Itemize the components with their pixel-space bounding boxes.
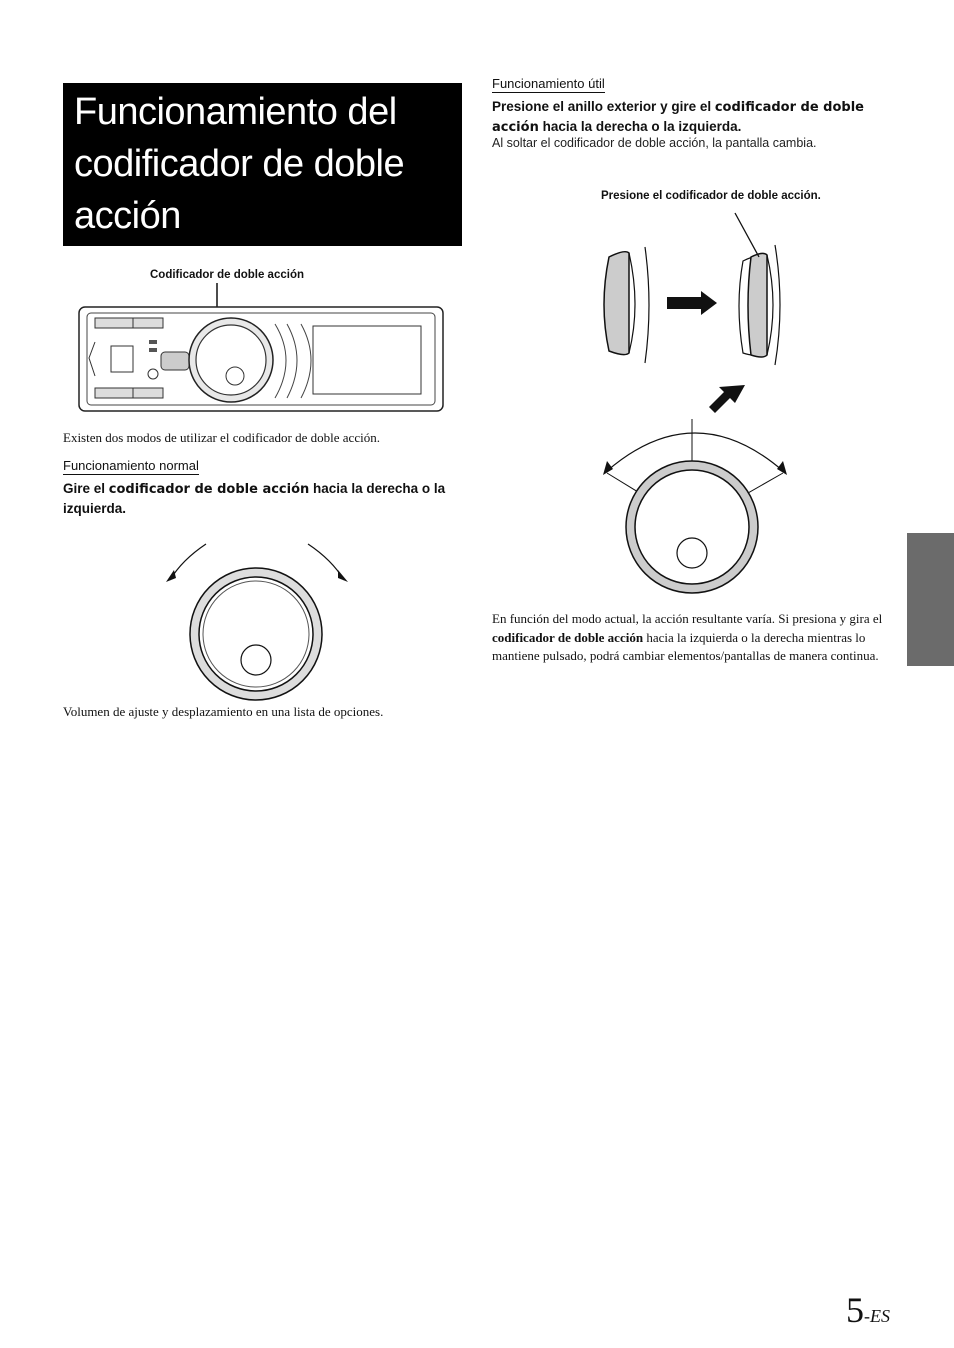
section-tab	[907, 533, 954, 666]
normal-instruction: Gire el codificador de doble acción hacia la derecha o la izquierda.	[63, 481, 446, 516]
page-number: 5-ES	[846, 1290, 890, 1330]
normal-caption: Volumen de ajuste y desplazamiento en una lista de opciones.	[63, 704, 384, 719]
page-title: Funcionamiento del codificador de doble acción	[74, 91, 405, 237]
press-rotate-diagram	[595, 205, 795, 600]
title-block	[63, 83, 462, 246]
util-heading: Funcionamiento útil	[492, 76, 605, 91]
encoder-label: Codificador de doble acción	[150, 269, 304, 281]
util-instruction: Presione el anillo exterior y gire el codificador de doble acción hacia la derecha o la izquierda.	[492, 99, 864, 135]
util-result-text: En función del modo actual, la acción resultante varía. Si presiona y gira el codificador de doble acción hacia la izquierda o la derecha mientras lo mantiene pulsado, podrá cambiar elementos/pantallas de manera continua.	[492, 611, 883, 663]
normal-heading: Funcionamiento normal	[63, 458, 199, 473]
intro-text: Existen dos modos de utilizar el codificador de doble acción.	[63, 430, 380, 445]
press-label: Presione el codificador de doble acción.	[601, 190, 821, 202]
util-note: Al soltar el codificador de doble acción, la pantalla cambia.	[492, 136, 817, 150]
rotate-diagram	[160, 538, 360, 708]
head-unit-diagram	[75, 280, 447, 415]
